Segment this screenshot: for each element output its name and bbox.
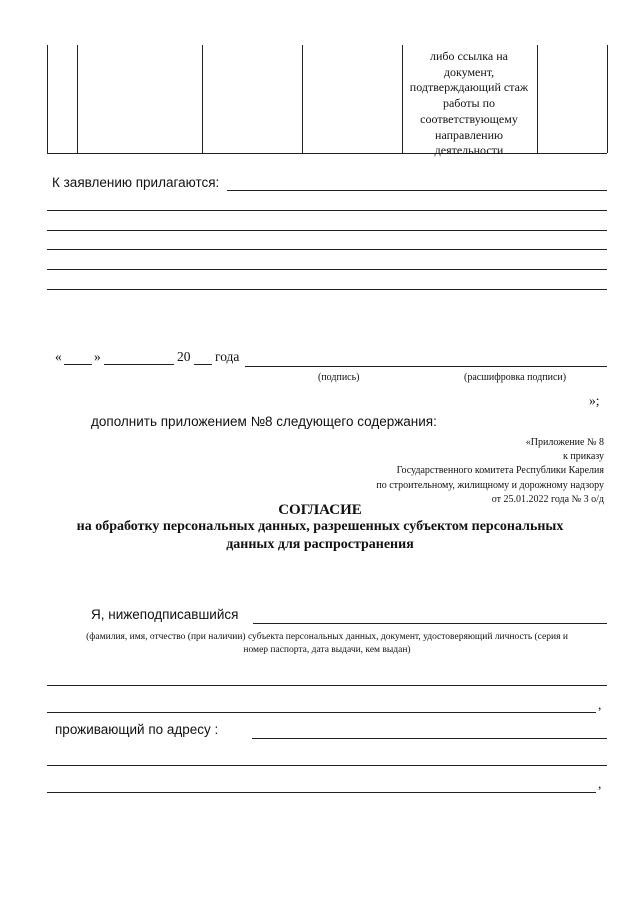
appendix-header xyxy=(244,436,604,507)
identity-line[interactable] xyxy=(47,685,607,686)
table-col-divider xyxy=(402,45,403,153)
table-col-divider xyxy=(607,45,608,153)
address-line[interactable] xyxy=(47,792,596,793)
appendix-line: «Приложение № 8 xyxy=(525,437,604,448)
signature-line[interactable] xyxy=(245,366,607,367)
consent-subtitle: на обработку персональных данных, разрешенных субъектом персональных xyxy=(76,519,564,534)
undersigned-label: Я, нижеподписавшийся xyxy=(91,607,239,622)
date-close-quote: » xyxy=(94,349,101,364)
undersigned-caption-line: номер паспорта, дата выдачи, кем выдан) xyxy=(243,645,411,656)
transcript-caption: (расшифровка подписи) xyxy=(464,372,567,383)
undersigned-caption xyxy=(47,631,607,657)
date-year-field[interactable] xyxy=(194,364,212,365)
year-prefix: 20 xyxy=(177,349,191,364)
signature-caption: (подпись) xyxy=(318,372,360,383)
attachments-line[interactable] xyxy=(47,249,607,250)
date-open-quote: « xyxy=(55,349,62,364)
identity-comma: , xyxy=(598,697,602,712)
appendix-line: Государственного комитета Республики Карелия xyxy=(396,465,604,477)
table-col-divider xyxy=(47,45,48,153)
undersigned-name-field[interactable] xyxy=(253,623,607,624)
address-label: проживающий по адресу : xyxy=(55,722,219,737)
attachments-line[interactable] xyxy=(47,269,607,270)
appendix-line: от 25.01.2022 года № 3 о/д xyxy=(491,493,604,505)
address-field[interactable] xyxy=(252,738,607,739)
attachments-line[interactable] xyxy=(47,230,607,231)
attachments-line[interactable] xyxy=(47,289,607,290)
table-cell-text: либо ссылка на документ, подтверждающий стаж работы по соответствующему направлению деятельности xyxy=(409,49,529,158)
address-line[interactable] xyxy=(47,765,607,766)
undersigned-caption-line: (фамилия, имя, отчество (при наличии) субъекта персональных данных, документ, удостоверяющий личность (серия и xyxy=(86,632,568,642)
date-day-field[interactable] xyxy=(64,364,92,365)
amendment-text: дополнить приложением №8 следующего содержания: xyxy=(91,414,437,429)
closing-quote: »; xyxy=(589,393,600,408)
identity-line[interactable] xyxy=(47,712,596,713)
attachments-label: К заявлению прилагаются: xyxy=(52,175,220,190)
appendix-line: к приказу xyxy=(563,451,604,463)
attachments-line[interactable] xyxy=(47,210,607,211)
appendix-line: по строительному, жилищному и дорожному надзору xyxy=(376,479,604,491)
year-word: года xyxy=(215,349,240,364)
attachments-line[interactable] xyxy=(227,190,607,191)
date-month-field[interactable] xyxy=(104,364,174,365)
table-col-divider xyxy=(537,45,538,153)
table-col-divider xyxy=(202,45,203,153)
consent-subtitle: данных для распространения xyxy=(226,537,414,552)
table-col-divider xyxy=(302,45,303,153)
consent-title: СОГЛАСИЕ xyxy=(278,502,362,518)
table-col-divider xyxy=(77,45,78,153)
address-comma: , xyxy=(598,776,602,791)
